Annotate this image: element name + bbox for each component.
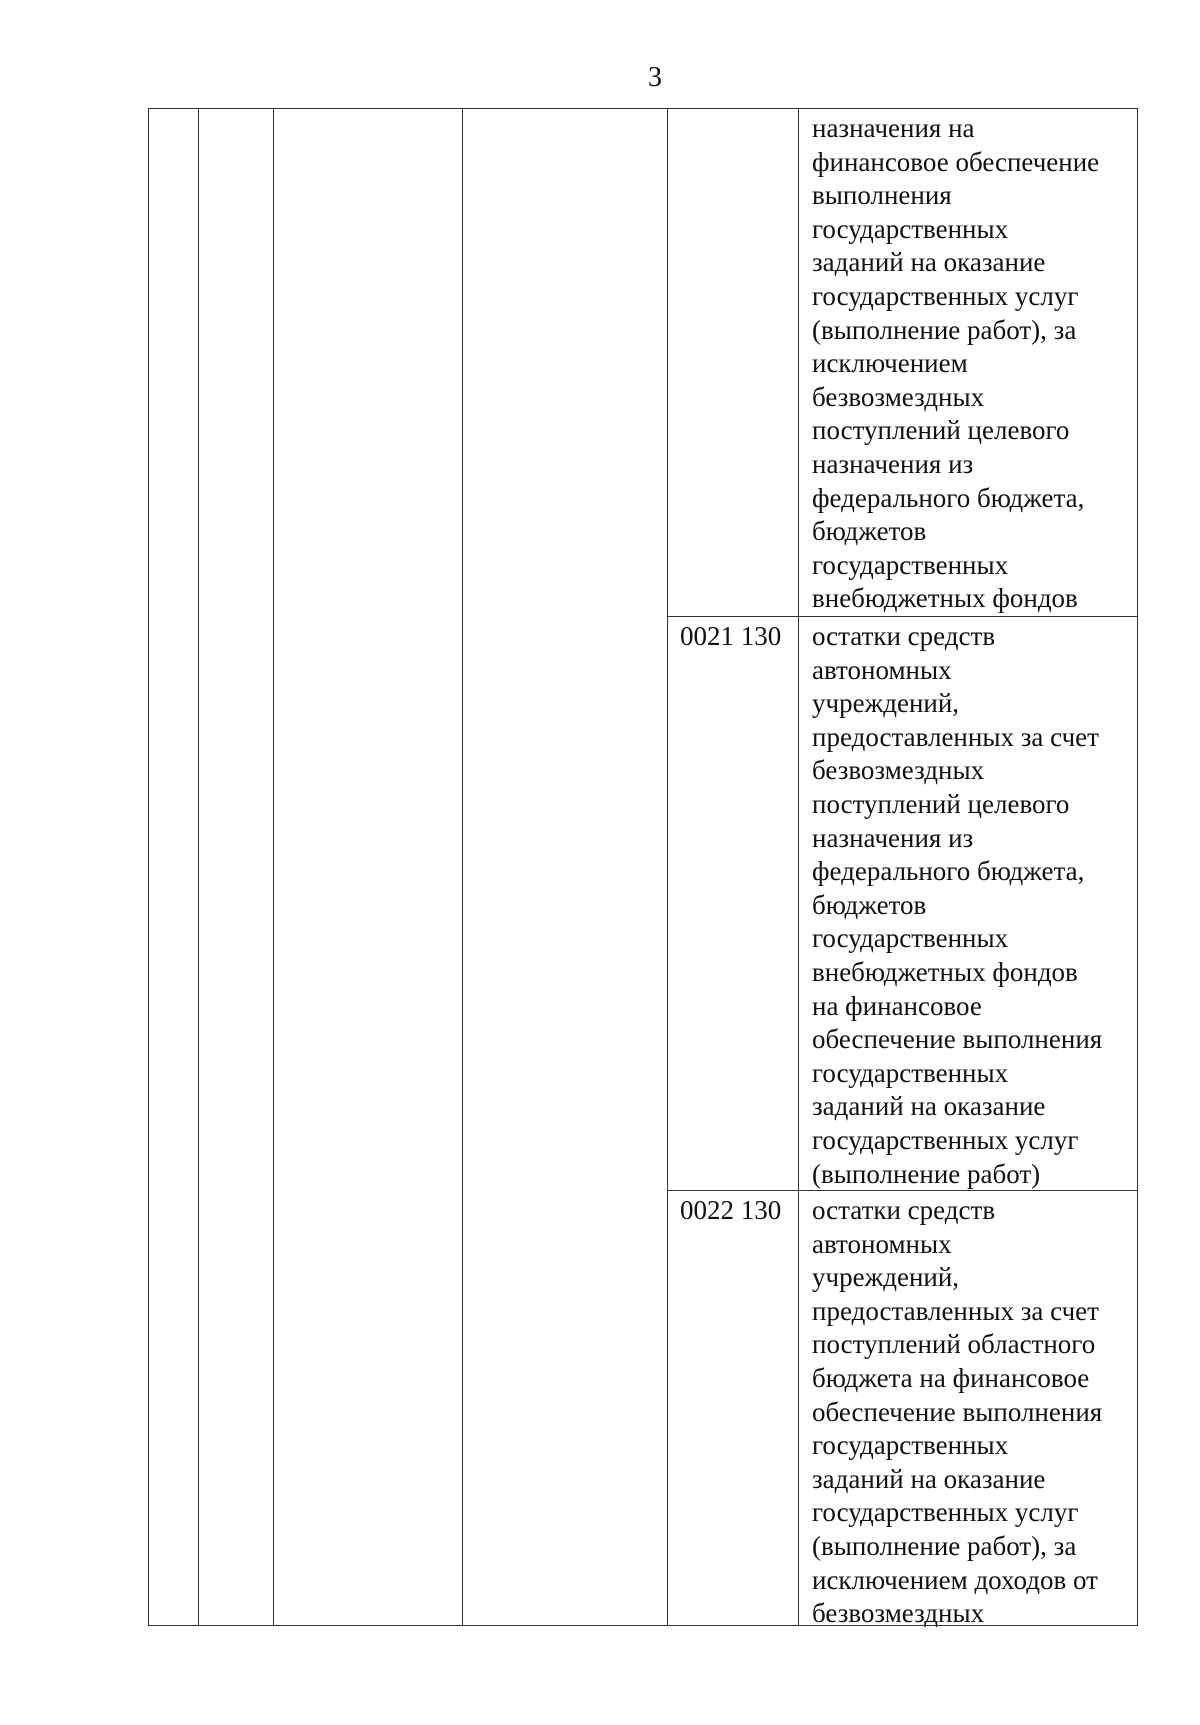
- description-line: автономных: [812, 1228, 952, 1259]
- description-line: заданий на оказание: [812, 1463, 1046, 1494]
- description-line: назначения из: [812, 448, 974, 479]
- description-line: федерального бюджета,: [812, 856, 1085, 887]
- description-line: остатки средств: [812, 1195, 996, 1225]
- description-line: федерального бюджета,: [812, 482, 1085, 513]
- description-line: бюджета на финансовое: [812, 1362, 1090, 1393]
- table-top-border: [148, 108, 1138, 109]
- description-line: выполнения: [812, 180, 952, 211]
- row-description: [812, 112, 1132, 616]
- description-line: поступлений целевого: [812, 415, 1070, 446]
- row-code: 0022 130: [680, 1195, 782, 1225]
- description-line: назначения на: [812, 113, 975, 143]
- description-line: исключением: [812, 348, 968, 379]
- page-number: 3: [648, 62, 662, 93]
- description-line: исключением доходов от: [812, 1564, 1098, 1595]
- row-separator-1: [667, 616, 1137, 617]
- description-line: бюджетов: [812, 516, 927, 547]
- description-line: заданий на оказание: [812, 247, 1046, 278]
- description-line: обеспечение выполнения: [812, 1024, 1103, 1055]
- description-line: государственных: [812, 549, 1009, 580]
- description-line: назначения из: [812, 822, 974, 853]
- description-line: (выполнение работ), за: [812, 314, 1077, 345]
- description-line: бюджетов: [812, 889, 927, 920]
- column-line-5: [667, 108, 668, 1625]
- description-line: автономных: [812, 654, 952, 685]
- column-line-4: [462, 108, 463, 1625]
- description-line: предоставленных за счет: [812, 1295, 1099, 1326]
- description-line: (выполнение работ), за: [812, 1530, 1077, 1561]
- description-line: безвозмездных: [812, 1598, 985, 1629]
- description-line: финансовое обеспечение: [812, 146, 1100, 177]
- column-line-7: [1137, 108, 1138, 1625]
- description-line: государственных услуг: [812, 280, 1079, 311]
- description-line: внебюджетных фондов: [812, 956, 1078, 987]
- row-description: [812, 1194, 1132, 1631]
- description-line: безвозмездных: [812, 381, 985, 412]
- description-line: поступлений областного: [812, 1329, 1096, 1360]
- description-line: поступлений целевого: [812, 788, 1070, 819]
- description-line: (выполнение работ): [812, 1158, 1041, 1189]
- description-line: обеспечение выполнения: [812, 1396, 1103, 1427]
- column-line-2: [198, 108, 199, 1625]
- column-line-1: [148, 108, 149, 1625]
- description-line: безвозмездных: [812, 755, 985, 786]
- description-line: государственных: [812, 1430, 1009, 1461]
- description-line: внебюджетных фондов: [812, 583, 1078, 614]
- row-code: 0021 130: [680, 621, 782, 651]
- description-line: государственных: [812, 923, 1009, 954]
- description-line: остатки средств: [812, 621, 996, 651]
- description-line: учреждений,: [812, 1262, 960, 1293]
- description-line: на финансовое: [812, 990, 982, 1021]
- description-line: государственных услуг: [812, 1124, 1079, 1155]
- description-line: предоставленных за счет: [812, 721, 1099, 752]
- column-line-3: [273, 108, 274, 1625]
- description-line: государственных услуг: [812, 1497, 1079, 1528]
- description-line: государственных: [812, 213, 1009, 244]
- description-line: государственных: [812, 1057, 1009, 1088]
- row-description: [812, 620, 1132, 1191]
- column-line-6: [798, 108, 799, 1625]
- description-line: учреждений,: [812, 688, 960, 719]
- description-line: заданий на оказание: [812, 1091, 1046, 1122]
